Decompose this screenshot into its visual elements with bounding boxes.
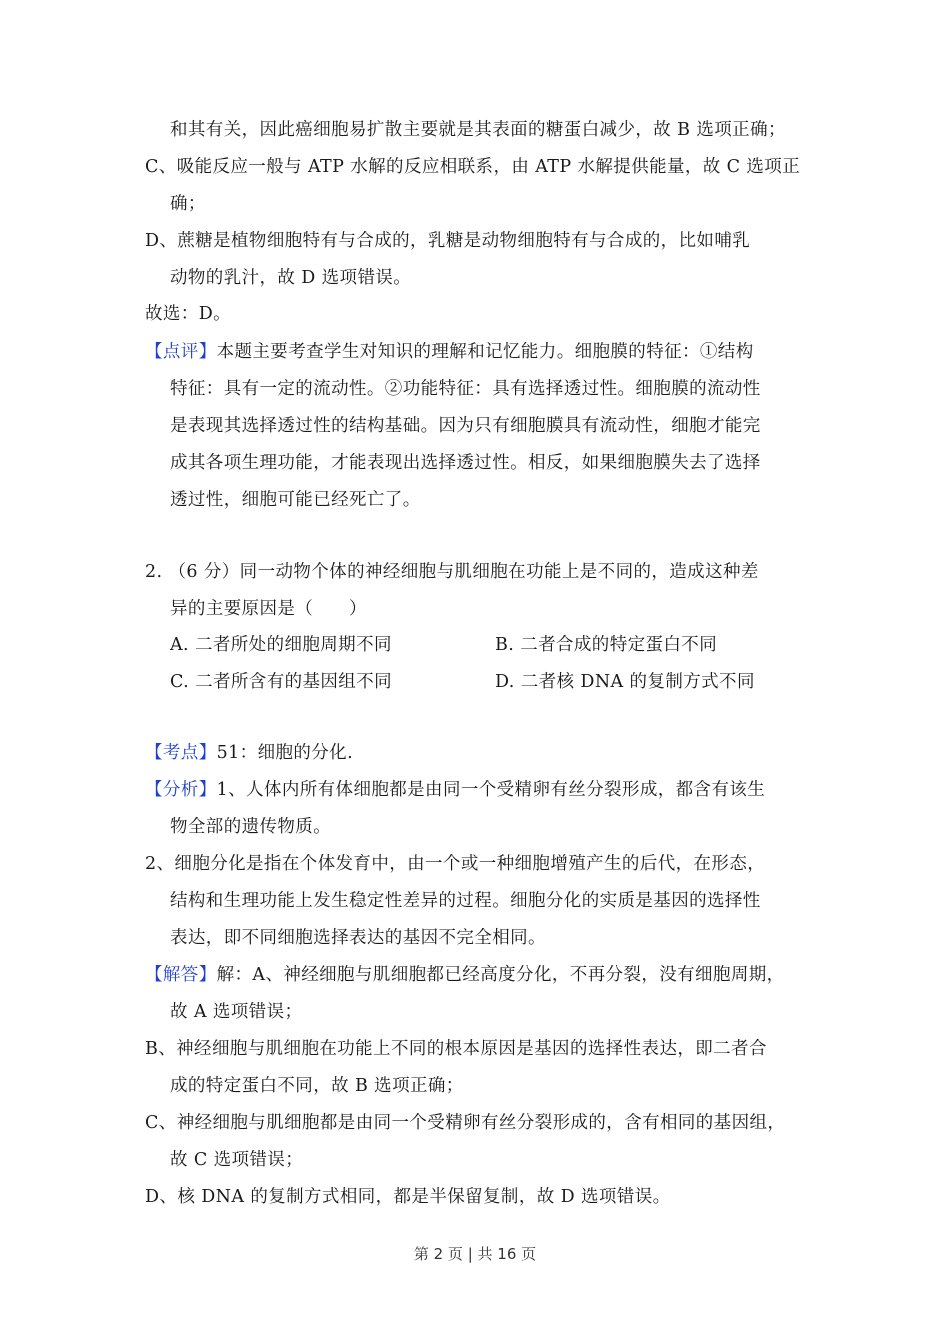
analysis-line: 2、细胞分化是指在个体发育中，由一个或一种细胞增殖产生的后代，在形态， <box>145 854 766 874</box>
prev-answer-d-line: D、蔗糖是植物细胞特有与合成的，乳糖是动物细胞特有与合成的，比如哺乳 <box>145 231 751 251</box>
answer-line: C、神经细胞与肌细胞都是由同一个受精卵有丝分裂形成的，含有相同的基因组， <box>145 1113 786 1133</box>
kaodian-text: 51：细胞的分化. <box>216 743 354 763</box>
option-text: 二者核 DNA 的复制方式不同 <box>520 672 755 692</box>
option-text: 二者所含有的基因组不同 <box>195 672 393 692</box>
option-d <box>495 670 755 694</box>
prev-answer-choice: 故选：D。 <box>145 304 232 324</box>
question-stem-cont: 异的主要原因是（ ） <box>170 599 367 619</box>
answer-text: 解：A、神经细胞与肌细胞都已经高度分化，不再分裂，没有细胞周期， <box>216 965 785 985</box>
answer-line: 成的特定蛋白不同，故 B 选项正确； <box>170 1076 464 1096</box>
option-label: D. <box>495 672 515 692</box>
comment-first-line <box>145 340 754 364</box>
comment-line: 特征：具有一定的流动性。②功能特征：具有选择透过性。细胞膜的流动性 <box>170 379 761 399</box>
question-stem <box>145 560 759 584</box>
prev-answer-c-line: C、吸能反应一般与 ATP 水解的反应相联系，由 ATP 水解提供能量，故 C 选项正 <box>145 157 801 177</box>
kaodian-line <box>145 741 353 765</box>
answer-tag: 【解答】 <box>145 965 217 985</box>
comment-line: 成其各项生理功能，才能表现出选择透过性。相反，如果细胞膜失去了选择 <box>170 453 761 473</box>
answer-line: B、神经细胞与肌细胞在功能上不同的根本原因是基因的选择性表达，即二者合 <box>145 1039 767 1059</box>
option-b <box>495 633 717 657</box>
prev-answer-d-line: 动物的乳汁，故 D 选项错误。 <box>170 268 412 288</box>
page-footer: 第 2 页 | 共 16 页 <box>413 1245 537 1263</box>
analysis-first-line <box>145 778 765 802</box>
kaodian-tag: 【考点】 <box>145 743 217 763</box>
analysis-text: 1、人体内所有体细胞都是由同一个受精卵有丝分裂形成，都含有该生 <box>216 780 766 800</box>
prev-answer-c-line: 确； <box>170 194 206 214</box>
option-label: B. <box>495 635 515 655</box>
question-number: 2. <box>145 562 163 582</box>
analysis-line: 结构和生理功能上发生稳定性差异的过程。细胞分化的实质是基因的选择性 <box>170 891 761 911</box>
answer-line: 故 C 选项错误； <box>170 1150 304 1170</box>
comment-text: 本题主要考查学生对知识的理解和记忆能力。细胞膜的特征：①结构 <box>216 342 754 362</box>
option-a <box>170 633 392 657</box>
option-text: 二者合成的特定蛋白不同 <box>520 635 718 655</box>
option-label: A. <box>170 635 190 655</box>
option-text: 二者所处的细胞周期不同 <box>194 635 392 655</box>
analysis-line: 表达，即不同细胞选择表达的基因不完全相同。 <box>170 928 546 948</box>
answer-line: D、核 DNA 的复制方式相同，都是半保留复制，故 D 选项错误。 <box>145 1187 671 1207</box>
comment-line: 是表现其选择透过性的结构基础。因为只有细胞膜具有流动性，细胞才能完 <box>170 416 761 436</box>
analysis-tag: 【分析】 <box>145 780 217 800</box>
comment-line: 透过性，细胞可能已经死亡了。 <box>170 490 421 510</box>
answer-line: 故 A 选项错误； <box>170 1002 303 1022</box>
answer-first-line <box>145 963 785 987</box>
option-c <box>170 670 392 694</box>
analysis-line: 物全部的遗传物质。 <box>170 817 332 837</box>
question-text: （6 分）同一动物个体的神经细胞与肌细胞在功能上是不同的，造成这种差 <box>168 562 759 582</box>
comment-tag: 【点评】 <box>145 342 217 362</box>
option-label: C. <box>170 672 190 692</box>
prev-answer-b-continuation: 和其有关，因此癌细胞易扩散主要就是其表面的糖蛋白减少，故 B 选项正确； <box>170 120 786 140</box>
